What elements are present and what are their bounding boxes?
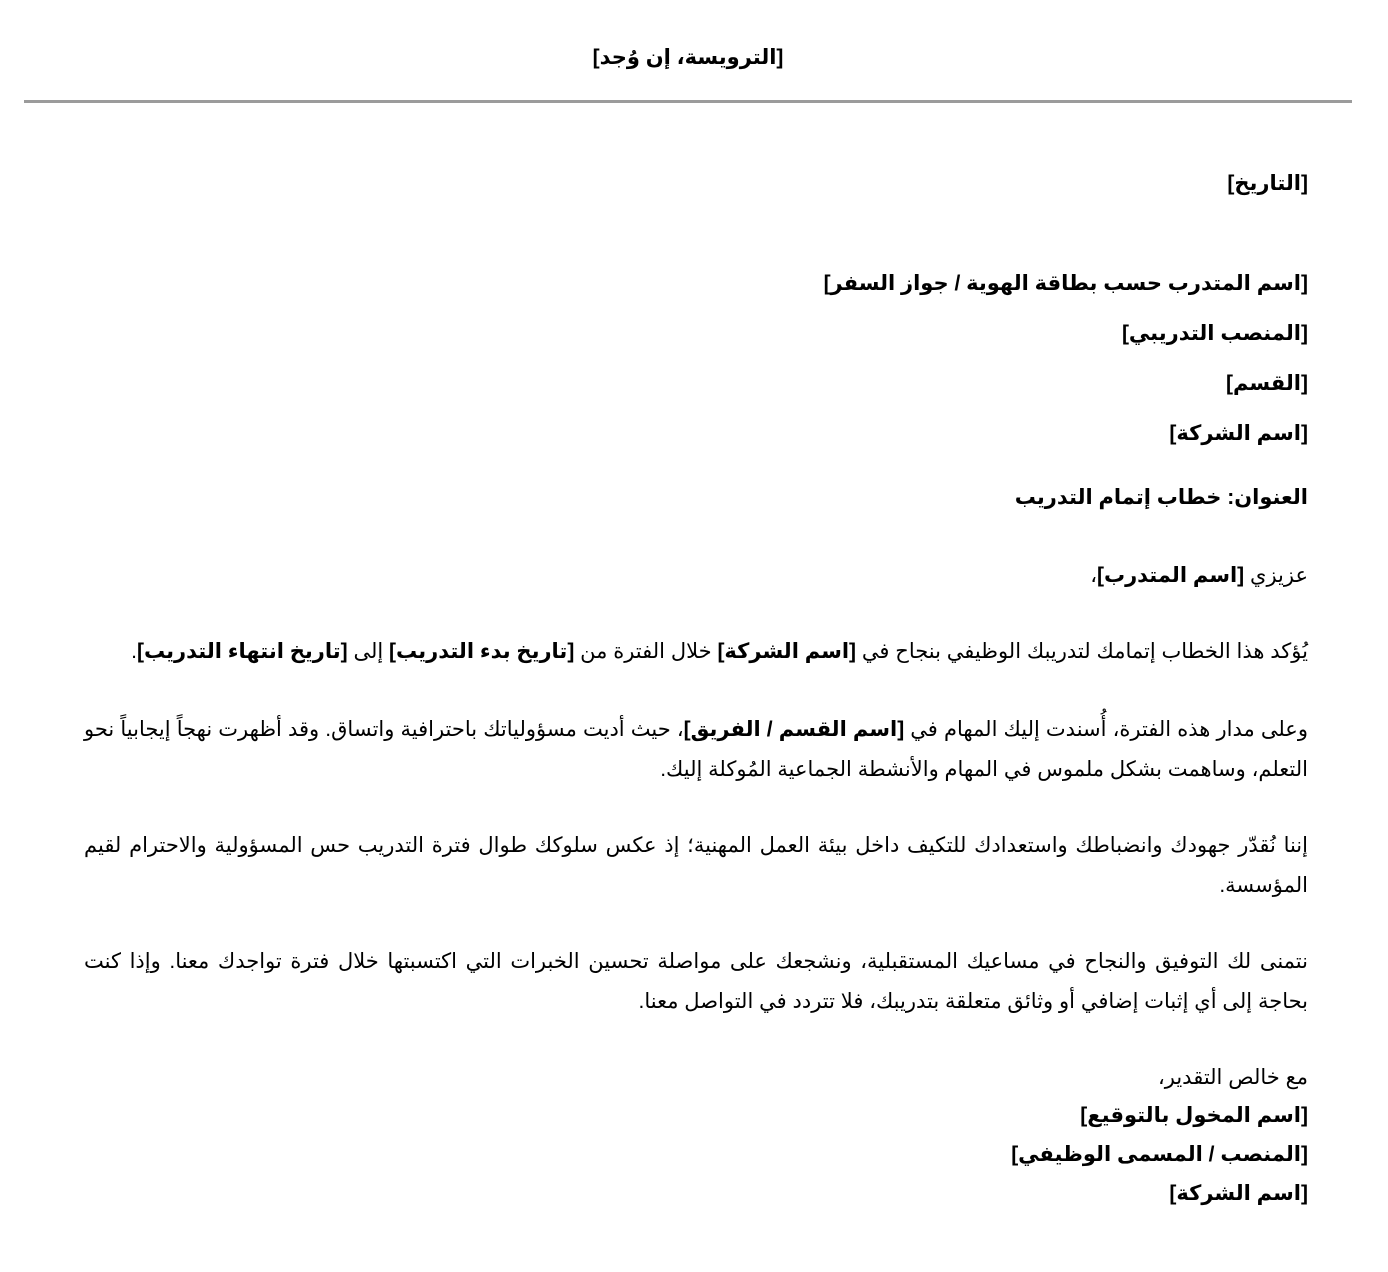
recipient-department: [القسم] [1225, 372, 1308, 395]
para2-text-1: وعلى مدار هذه الفترة، أُسندت إليك المهام في [904, 718, 1308, 741]
para1-end-date: [تاريخ انتهاء التدريب] [136, 640, 348, 663]
greeting-name: [اسم المتدرب] [1096, 564, 1245, 587]
signatory-title: [المنصب / المسمى الوظيفي] [1011, 1143, 1308, 1166]
recipient-name: [اسم المتدرب حسب بطاقة الهوية / جواز السفر] [823, 272, 1308, 295]
signatory-name: [اسم المخول بالتوقيع] [1080, 1104, 1308, 1127]
paragraph-4: نتمنى لك التوفيق والنجاح في مساعيك المستقبلية، ونشجعك على مواصلة تحسين الخبرات التي اكتسبتها خلال فترة تواجدك معنا. وإذا كنت بحاجة إلى أي إثبات إضافي أو وثائق متعلقة بتدريبك، فلا تتردد في التواصل معنا. [84, 950, 1308, 1013]
greeting-suffix: ، [1090, 564, 1097, 587]
signatory-company: [اسم الشركة] [1169, 1182, 1308, 1205]
para1-text-2: خلال الفترة من [574, 640, 718, 663]
para2-team: [اسم القسم / الفريق] [683, 718, 905, 741]
para2-text-2: ، حيث أديت مسؤولياتك باحترافية واتساق. وقد أظهرت نهجاً إيجابياً نحو التعلم، وساهمت بشكل ملموس في المهام والأنشطة الجماعية المُوكلة إليك. [84, 718, 1308, 781]
recipient-position: [المنصب التدريبي] [1121, 322, 1308, 345]
greeting-prefix: عزيزي [1244, 564, 1308, 587]
para1-text-4: . [131, 640, 137, 663]
greeting [1090, 558, 1308, 594]
subject-line: العنوان: خطاب إتمام التدريب [1014, 486, 1308, 509]
date-field: [التاريخ] [1227, 172, 1308, 195]
para1-text-3: إلى [347, 640, 390, 663]
para1-text-1: يُؤكد هذا الخطاب إتمامك لتدريبك الوظيفي بنجاح في [856, 640, 1308, 663]
paragraph-1 [131, 634, 1308, 670]
para1-start-date: [تاريخ بدء التدريب] [389, 640, 575, 663]
closing-text: مع خالص التقدير، [1157, 1066, 1308, 1089]
header-divider [24, 100, 1352, 103]
letterhead: [الترويسة، إن وُجد] [592, 46, 784, 69]
recipient-company: [اسم الشركة] [1169, 422, 1308, 445]
paragraph-3: إننا نُقدّر جهودك وانضباطك واستعدادك للتكيف داخل بيئة العمل المهنية؛ إذ عكس سلوكك طوال فترة التدريب حس المسؤولية والاحترام لقيم المؤسسة. [84, 834, 1308, 897]
paragraph-2 [84, 710, 1308, 790]
para1-company: [اسم الشركة] [717, 640, 857, 663]
